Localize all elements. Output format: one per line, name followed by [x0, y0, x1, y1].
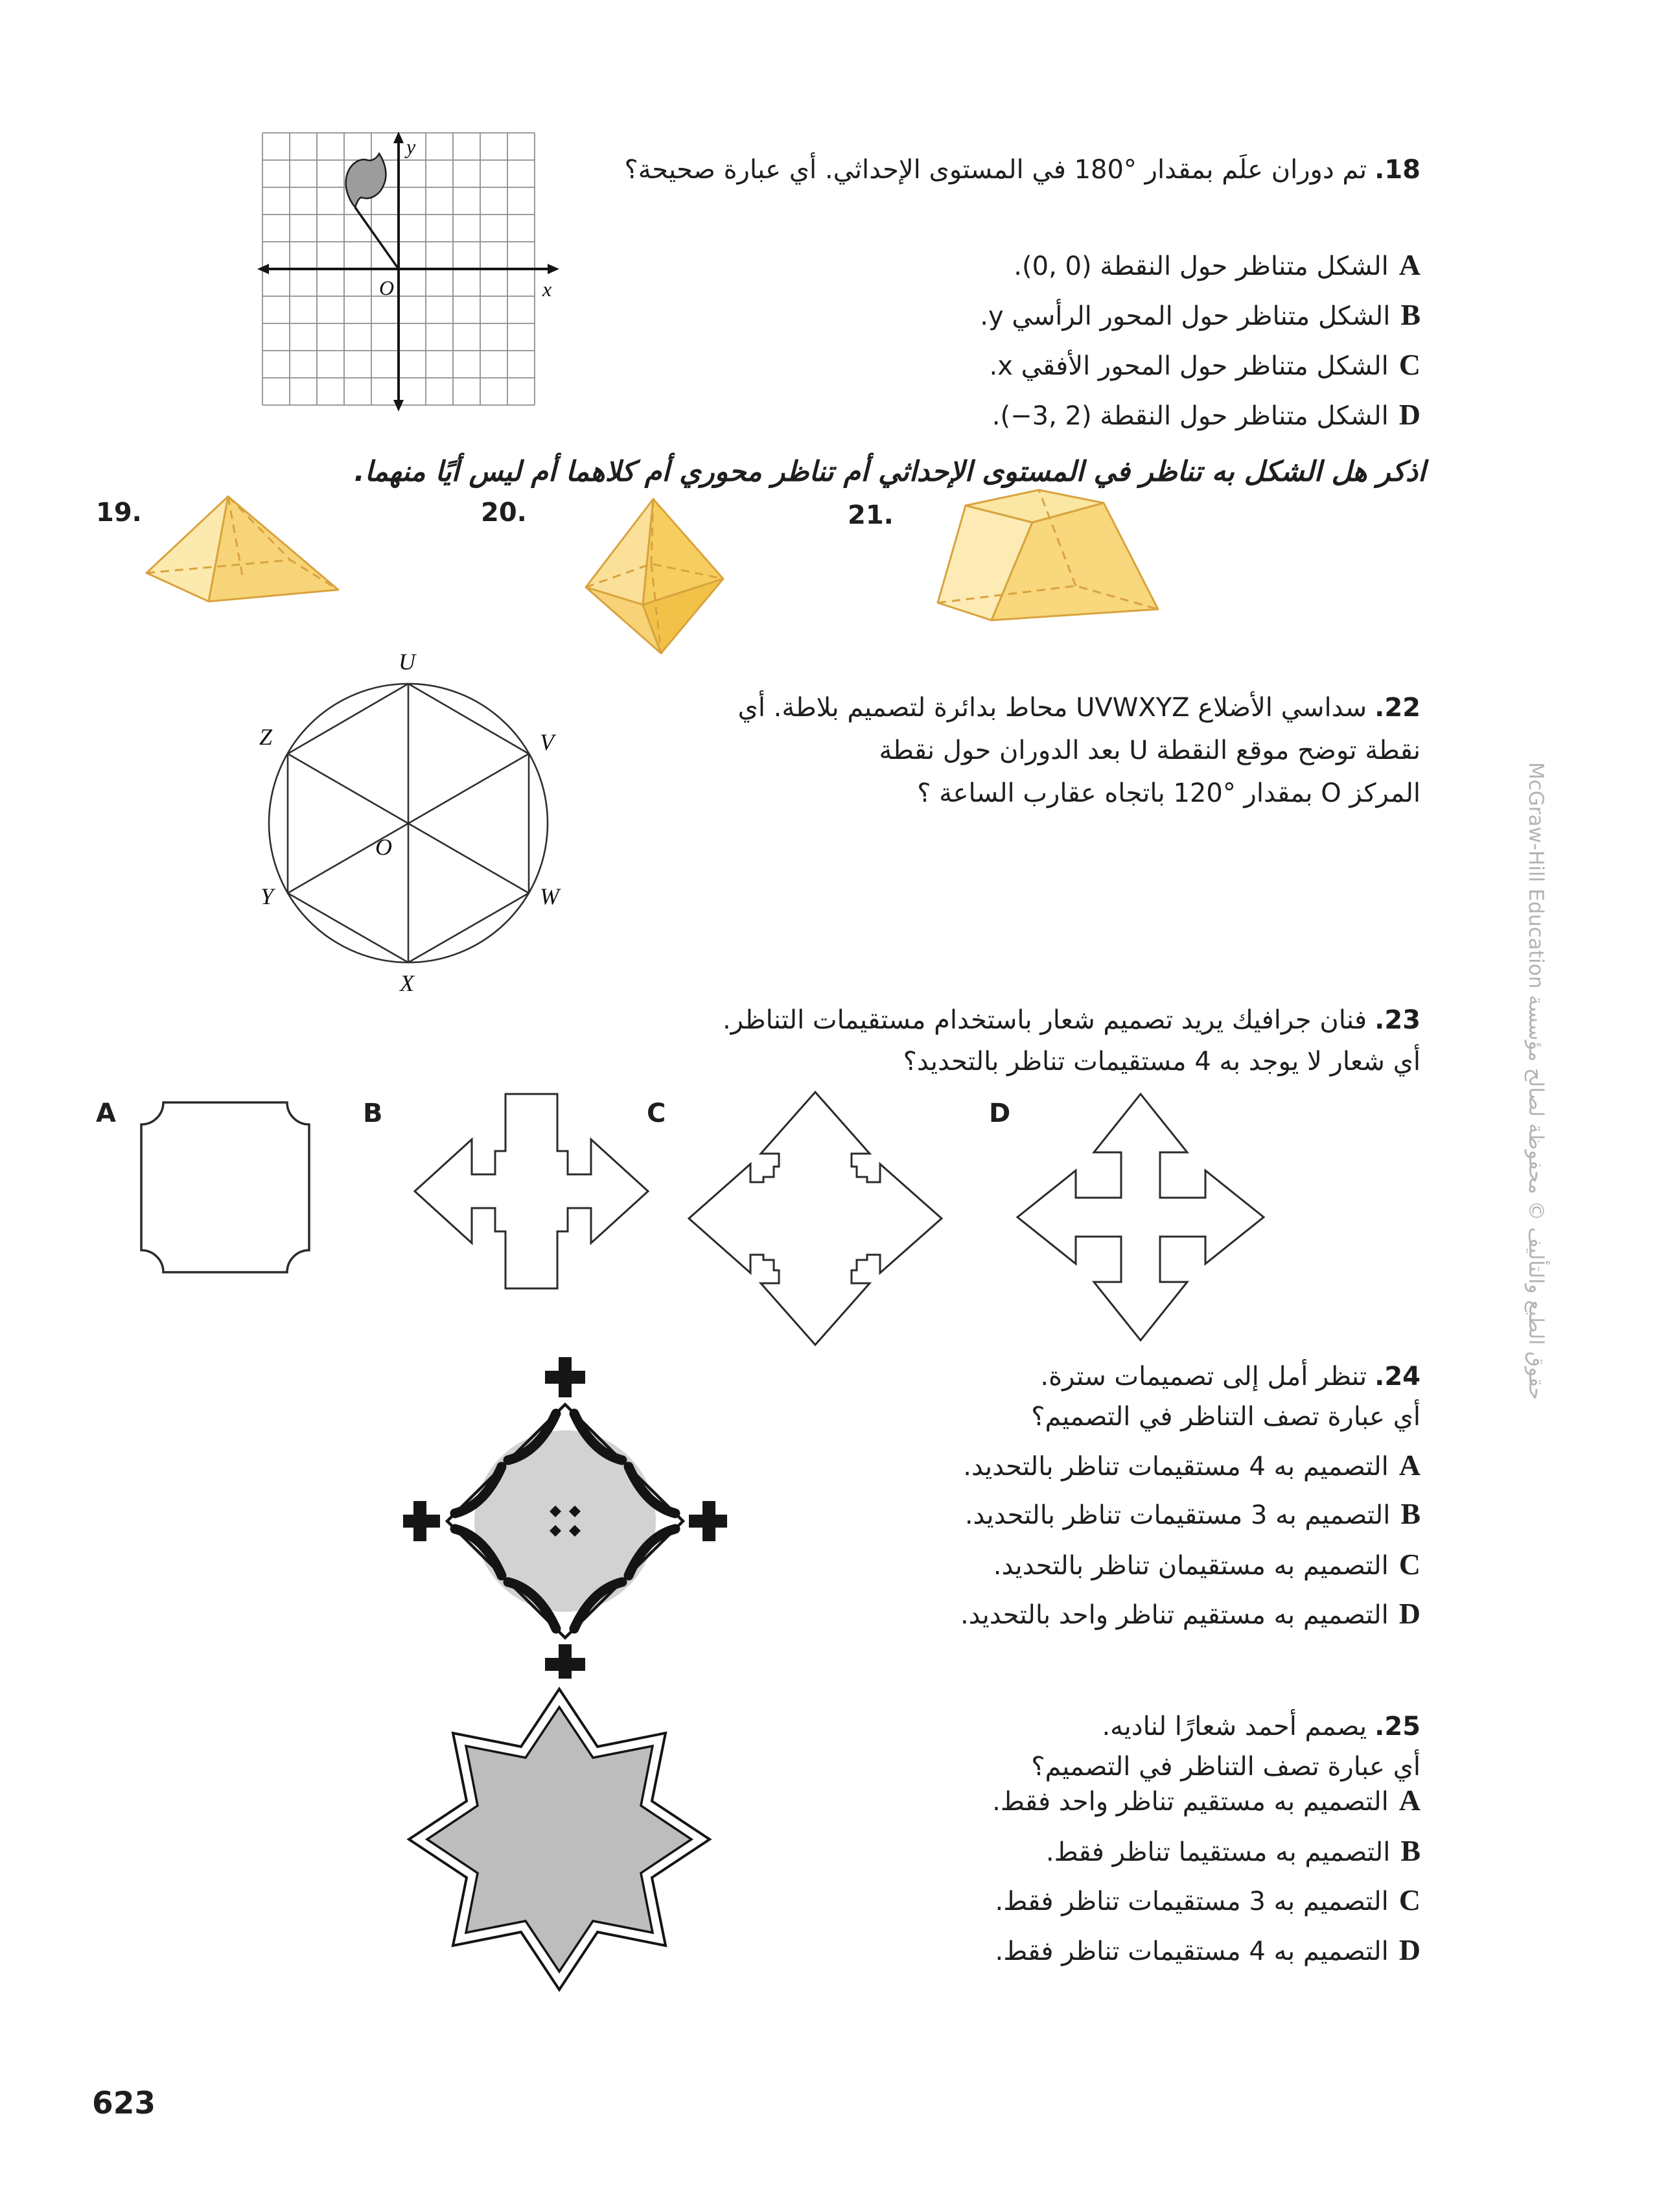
copyright-sidebar: حقوق الطبع والتأليف © محفوظة لصالح مؤسسة McGraw-Hill Education [1524, 762, 1548, 1400]
q24-option-a-letter: A [1398, 1449, 1421, 1482]
q18-option-b [687, 298, 1450, 333]
vertex-label-x: X [400, 970, 414, 996]
q25-option-d [687, 1933, 1450, 1968]
q24-option-d-text: التصميم به مستقيم تناظر واحد بالتحديد. [960, 1600, 1389, 1630]
item-20-number: 20. [481, 498, 527, 528]
q18-option-b-text: الشكل متناظر حول المحور الرأسي y. [980, 301, 1391, 331]
y-axis-label: y [406, 135, 416, 158]
item-21-number: 21. [848, 500, 894, 530]
q25-option-a [687, 1784, 1450, 1819]
q18-option-c-text: الشكل متناظر حول المحور الأفقي x. [989, 351, 1389, 381]
center-label-o: O [375, 834, 392, 860]
q25-option-b [687, 1834, 1450, 1869]
q23-line2: أي شعار لا يوجد به 4 مستقيمات تناظر بالتحديد؟ [903, 1047, 1421, 1077]
q22-line3: المركز O بمقدار °120 باتجاه عقارب الساعة ؟ [917, 778, 1421, 808]
item-19-number: 19. [96, 498, 142, 528]
q25-option-a-text: التصميم به مستقيم تناظر واحد فقط. [992, 1787, 1389, 1817]
q25-line2: أي عبارة تصف التناظر في التصميم؟ [1031, 1752, 1421, 1782]
vertex-label-u: U [399, 649, 415, 675]
section-instruction: اذكر هل الشكل به تناظر في المستوى الإحداثي أم تناظر محوري أم كلاهما أم ليس أيًا منهما. [354, 456, 1426, 488]
q23-choice-c-letter: C [647, 1099, 666, 1128]
q18-grid-figure [256, 126, 561, 431]
q23-choice-d-letter: D [989, 1099, 1011, 1128]
q24-option-b [687, 1497, 1450, 1532]
q25-number: 25. [1375, 1712, 1421, 1741]
q24-option-a-text: التصميم به 4 مستقيمات تناظر بالتحديد. [963, 1452, 1389, 1482]
vertex-label-z: Z [259, 724, 273, 750]
q22-line2: نقطة توضح موقع النقطة U بعد الدوران حول نقطة [879, 736, 1421, 765]
q23-line1-text: فنان جرافيك يريد تصميم شعار باستخدام مستقيمات التناظر. [722, 1005, 1367, 1035]
flag-pole [355, 207, 399, 269]
q23-number: 23. [1375, 1005, 1421, 1035]
q22-number: 22. [1375, 693, 1421, 723]
vertex-label-y: Y [260, 883, 274, 909]
bipyramid-top-left-face [586, 499, 653, 605]
q23-choice-b-letter: B [363, 1099, 383, 1128]
q18-option-c-letter: C [1398, 348, 1421, 381]
q18-number: 18. [1375, 155, 1421, 185]
logo-a-square-notched-corners [136, 1097, 314, 1277]
vertex-label-w: W [540, 883, 559, 909]
q18-option-c [687, 348, 1450, 383]
q25-option-d-letter: D [1398, 1933, 1421, 1966]
q25-option-b-text: التصميم به مستقيما تناظر فقط. [1045, 1837, 1391, 1867]
q24-option-c-text: التصميم به مستقيمان تناظر بالتحديد. [993, 1551, 1389, 1581]
q24-option-b-letter: B [1400, 1497, 1421, 1530]
q23-choice-a-letter: A [96, 1099, 116, 1128]
vertex-label-v: V [540, 729, 554, 755]
q24-option-d [687, 1597, 1450, 1632]
x-axis [257, 264, 559, 274]
logo-b-horizontal-arrows-cross [412, 1091, 651, 1292]
q18-option-d-letter: D [1398, 398, 1421, 431]
q18-prompt: تم دوران علَم بمقدار °180 في المستوى الإحداثي. أي عبارة صحيحة؟ [624, 155, 1367, 185]
q24-option-a [687, 1449, 1450, 1484]
pyramid-figure [136, 487, 350, 617]
frustum-figure [930, 481, 1183, 629]
q25-option-b-letter: B [1400, 1834, 1421, 1867]
q25-option-c-letter: C [1398, 1883, 1421, 1916]
x-axis-label: x [542, 277, 552, 301]
star-inner-gray [427, 1707, 691, 1972]
q25-line1 [687, 1710, 1421, 1743]
q25-option-c [687, 1883, 1450, 1918]
q18-option-b-letter: B [1400, 298, 1421, 331]
ornament-gray-center [474, 1430, 656, 1612]
q24-option-c-letter: C [1398, 1548, 1421, 1581]
q18-option-d [687, 398, 1450, 433]
q24-line1-text: تنظر أمل إلى تصميمات سترة. [1040, 1362, 1367, 1391]
q25-option-a-letter: A [1398, 1784, 1421, 1817]
q24-option-b-text: التصميم به 3 مستقيمات تناظر بالتحديد. [964, 1500, 1391, 1530]
q22-line1-text: سداسي الأضلاع UVWXYZ محاط بدائرة لتصميم بلاطة. أي [737, 693, 1367, 723]
q18-question-line [557, 153, 1421, 187]
logo-c-four-arrows-stepped [686, 1089, 945, 1348]
q18-option-a [687, 248, 1450, 283]
y-axis [393, 132, 404, 412]
q25-option-c-text: التصميم به 3 مستقيمات تناظر فقط. [995, 1887, 1389, 1916]
q18-option-a-text: الشكل متناظر حول النقطة ‎(0, 0)‎. [1014, 251, 1389, 281]
q25-option-d-text: التصميم به 4 مستقيمات تناظر فقط. [995, 1937, 1389, 1966]
pyramid-right-face [209, 496, 338, 601]
q24-line2: أي عبارة تصف التناظر في التصميم؟ [1031, 1402, 1421, 1432]
q24-option-c [687, 1548, 1450, 1583]
q24-number: 24. [1375, 1362, 1421, 1391]
q18-option-a-letter: A [1398, 248, 1421, 281]
q22-hexagon-figure [246, 638, 570, 1001]
logo-d-four-direction-arrow [1012, 1091, 1269, 1344]
page-number: 623 [92, 2086, 156, 2121]
q25-line1-text: يصمم أحمد شعارًا لناديه. [1102, 1712, 1367, 1741]
q24-option-d-letter: D [1398, 1597, 1421, 1630]
origin-label: O [379, 276, 395, 299]
q22-line1 [687, 691, 1421, 725]
bipyramid-figure [577, 491, 732, 661]
q24-jacket-ornament-figure [403, 1351, 727, 1679]
hexagon-diagonals [288, 684, 529, 962]
q25-star-logo-figure [400, 1677, 725, 2001]
q24-line1 [687, 1360, 1421, 1393]
q18-option-d-text: الشكل متناظر حول النقطة ‎(−3, 2)‎. [992, 401, 1389, 431]
flag-shape [346, 154, 386, 207]
q23-line1 [687, 1003, 1421, 1037]
